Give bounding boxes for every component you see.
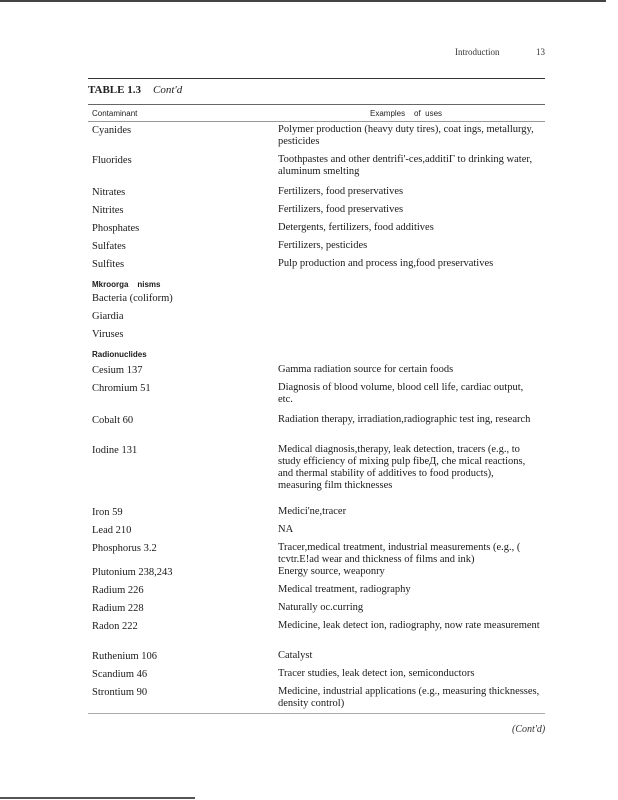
contaminant-cell: Radon 222 bbox=[92, 621, 138, 632]
contaminant-cell: Fluorides bbox=[92, 155, 132, 166]
uses-cell: Diagnosis of blood volume, blood cell life, cardiac output, etc. bbox=[278, 382, 524, 405]
header-bottom-rule bbox=[88, 121, 545, 122]
column-header-contaminant: Contaminant bbox=[92, 109, 138, 118]
contaminant-cell: Radionuclides bbox=[92, 350, 147, 359]
uses-cell: Medici'ne,tracer bbox=[278, 506, 347, 517]
contaminant-cell: Lead 210 bbox=[92, 525, 132, 536]
uses-cell: Radiation therapy, irradiation,radiographic test ing, research bbox=[278, 414, 531, 425]
contaminant-cell: Cesium 137 bbox=[92, 365, 143, 376]
uses-cell: Medical diagnosis,therapy, leak detection, tracers (e.g., to study efficiency of mixing pulp fibeД, che mical reactions, and thermal stability of additives to food products), measuring film thicknesses bbox=[278, 444, 526, 491]
contaminant-cell: Nitrites bbox=[92, 205, 124, 216]
table-label: TABLE 1.3 bbox=[88, 84, 141, 96]
contaminant-cell: Viruses bbox=[92, 329, 124, 340]
contaminant-cell: Scandium 46 bbox=[92, 669, 148, 680]
uses-cell: Fertilizers, food preservatives bbox=[278, 186, 404, 197]
table-caption: Cont'd bbox=[152, 84, 183, 96]
running-head bbox=[455, 47, 545, 57]
running-head-section: Introduction bbox=[455, 47, 500, 57]
uses-cell: Catalyst bbox=[278, 650, 313, 661]
uses-cell: Tracer studies, leak detect ion, semiconductors bbox=[278, 668, 475, 679]
contaminant-cell: Mkroorga nisms bbox=[92, 280, 161, 289]
uses-cell: NA bbox=[278, 524, 294, 535]
contaminant-cell: Nitrates bbox=[92, 187, 126, 198]
contaminant-cell: Phosphorus 3.2 bbox=[92, 543, 157, 554]
table-end-rule bbox=[88, 713, 545, 714]
uses-cell: Tracer,medical treatment, industrial measurements (e.g., ( tcvtr.E!ad wear and thickness of films and ink) bbox=[278, 542, 521, 565]
contaminant-cell: Sulfites bbox=[92, 259, 125, 270]
contaminant-cell: Giardia bbox=[92, 311, 124, 322]
uses-cell: Medical treatment, radiography bbox=[278, 584, 411, 595]
contaminant-cell: Chromium 51 bbox=[92, 383, 151, 394]
page-number: 13 bbox=[536, 47, 545, 57]
contaminant-cell: Strontium 90 bbox=[92, 687, 148, 698]
bottom-rule bbox=[0, 797, 195, 799]
uses-cell: Gamma radiation source for certain foods bbox=[278, 364, 454, 375]
contaminant-cell: Cyanides bbox=[92, 125, 132, 136]
contaminant-cell: Plutonium 238,243 bbox=[92, 567, 173, 578]
contaminant-cell: Sulfates bbox=[92, 241, 126, 252]
contaminant-cell: Iron 59 bbox=[92, 507, 123, 518]
uses-cell: Naturally oc.curring bbox=[278, 602, 364, 613]
contaminant-cell: Cobalt 60 bbox=[92, 415, 134, 426]
top-rule bbox=[0, 0, 606, 2]
continued-note: (Cont'd) bbox=[512, 724, 546, 735]
uses-cell: Detergents, fertilizers, food additives bbox=[278, 222, 434, 233]
contaminant-cell: Bacteria (coliform) bbox=[92, 293, 173, 304]
contaminant-cell: Iodine 131 bbox=[92, 445, 138, 456]
uses-cell: Polymer production (heavy duty tires), coat ings, metallurgy, pesticides bbox=[278, 124, 534, 147]
uses-cell: Medicine, leak detect ion, radiography, now rate measurement bbox=[278, 620, 540, 631]
uses-cell: Fertilizers, food preservatives bbox=[278, 204, 404, 215]
uses-cell: Pulp production and process ing,food preservatives bbox=[278, 258, 494, 269]
title-rule bbox=[88, 78, 545, 79]
uses-cell: Toothpastes and other dentrifi'-ces,additiΓ to drinking water, aluminum smelting bbox=[278, 154, 533, 177]
contaminant-cell: Radium 228 bbox=[92, 603, 144, 614]
uses-cell: Medicine, industrial applications (e.g., measuring thicknesses, density control) bbox=[278, 686, 540, 709]
table-title bbox=[88, 84, 182, 96]
header-rule bbox=[88, 104, 545, 105]
contaminant-cell: Ruthenium 106 bbox=[92, 651, 158, 662]
uses-cell: Fertilizers, pesticides bbox=[278, 240, 368, 251]
column-header-uses: Examples of uses bbox=[370, 109, 443, 118]
contaminant-cell: Radium 226 bbox=[92, 585, 144, 596]
uses-cell: Energy source, weaponry bbox=[278, 566, 385, 577]
contaminant-cell: Phosphates bbox=[92, 223, 140, 234]
